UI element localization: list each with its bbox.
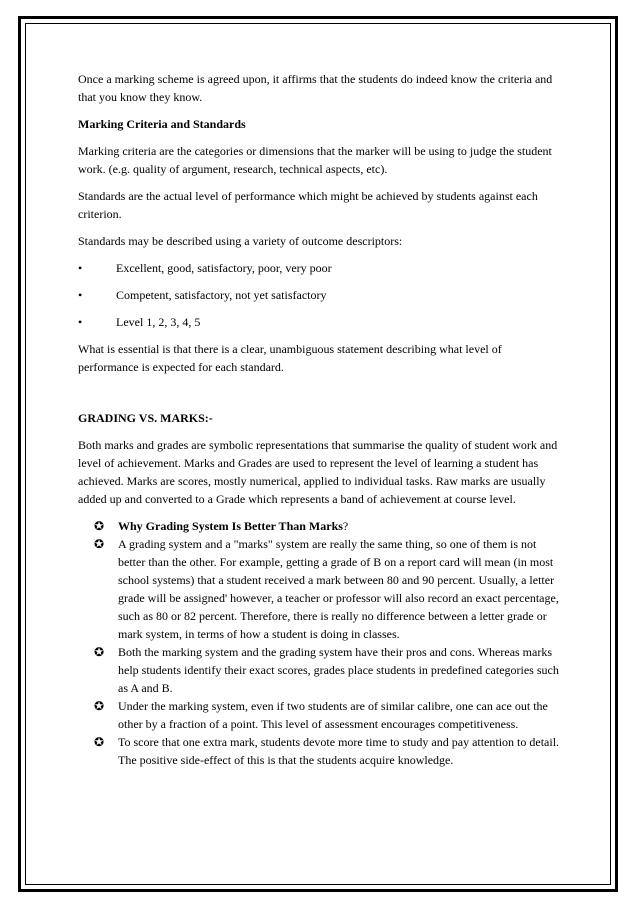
descriptors-intro: Standards may be described using a variety of outcome descriptors: (78, 234, 403, 248)
list-item (78, 313, 562, 331)
point-text: Both the marking system and the grading system have their pros and cons. Whereas marks help students identify their exact scores, grades place students in predefined categories such as A and B. (118, 645, 559, 695)
list-item (78, 259, 562, 277)
star-circle-icon: ✪ (94, 519, 105, 533)
bullet-icon: • (78, 315, 83, 329)
list-item (78, 286, 562, 304)
grading-paragraph: Both marks and grades are symbolic representations that summarise the quality of student work and level of achievement. Marks and Grades are used to represent the level of learning a student has achieved. Marks are scores, mostly numerical, applied to individual tasks. Raw marks are usually added up and converted to a Grade which represents a band of achievement at course level. (78, 438, 558, 506)
intro-paragraph: Once a marking scheme is agreed upon, it affirms that the students do indeed know the criteria and that you know they know. (78, 72, 553, 104)
why-heading (118, 517, 562, 535)
why-heading-text: Why Grading System Is Better Than Marks (118, 519, 343, 533)
why-heading-qmark: ? (342, 519, 349, 533)
star-circle-icon: ✪ (94, 537, 105, 551)
heading-marking-criteria: Marking Criteria and Standards (78, 117, 246, 131)
star-circle-icon: ✪ (94, 735, 105, 749)
criteria-paragraph: Marking criteria are the categories or dimensions that the marker will be using to judge the student work. (e.g. quality of argument, research, technical aspects, etc). (78, 144, 552, 176)
point-text: A grading system and a "marks" system are really the same thing, so one of them is not better than the other. For example, getting a grade of B on a report card will mean (in most school systems) that a student received a mark between 80 and 90 percent. Usually, a letter grade will be assigned' however, a teacher or professor will also record an exact percentage, such as 80 or 82 percent. Therefore, there is really no difference between a letter grade or mark system, in terms of how a student is doing in classes. (118, 537, 559, 641)
list-item-text: Level 1, 2, 3, 4, 5 (116, 315, 201, 329)
list-item-text: Excellent, good, satisfactory, poor, very poor (116, 261, 332, 275)
list-item-text: Competent, satisfactory, not yet satisfactory (116, 288, 327, 302)
standards-paragraph: Standards are the actual level of performance which might be achieved by students against each criterion. (78, 189, 538, 221)
section-spacer (78, 385, 562, 409)
list-item (94, 733, 562, 769)
list-item (94, 643, 562, 697)
bullet-icon: • (78, 261, 83, 275)
bullet-icon: • (78, 288, 83, 302)
heading-grading-vs-marks: GRADING VS. MARKS:- (78, 411, 213, 425)
document-body (78, 70, 562, 769)
point-text: Under the marking system, even if two students are of similar calibre, one can ace out the other by a fraction of a point. This level of assessment encourages competitiveness. (118, 699, 548, 731)
descriptor-list (78, 259, 562, 331)
point-text: To score that one extra mark, students devote more time to study and pay attention to detail. The positive side-effect of this is that the students acquire knowledge. (118, 735, 560, 767)
list-item (94, 697, 562, 733)
list-item (94, 517, 562, 535)
list-item (94, 535, 562, 643)
points-list (78, 517, 562, 769)
essential-paragraph: What is essential is that there is a clear, unambiguous statement describing what level of performance is expected for each standard. (78, 342, 502, 374)
star-circle-icon: ✪ (94, 699, 105, 713)
star-circle-icon: ✪ (94, 645, 105, 659)
